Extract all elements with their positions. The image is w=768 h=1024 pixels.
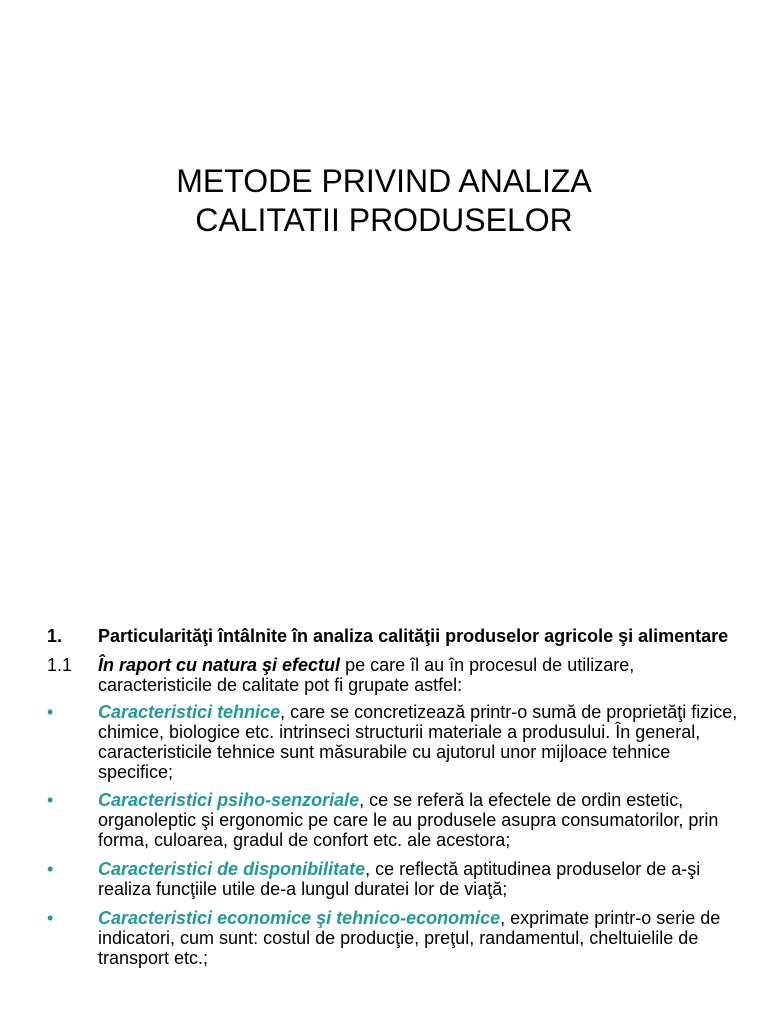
- bullet-text: , care se concretizează printr-o sumă de proprietăţi fizice, chimice, biologice etc. intrinseci structurii materiale a produsului. În general, caracteristicile tehnice sunt măsurabile cu ajutorul unor mijloace tehnice specifice;: [98, 702, 738, 782]
- subsection-paragraph: [0, 655, 768, 695]
- bullet-item: [0, 908, 768, 968]
- title-line-2: CALITATII PRODUSELOR: [195, 202, 573, 238]
- section-heading: [0, 626, 768, 646]
- title-line-1: METODE PRIVIND ANALIZA: [176, 163, 592, 199]
- bullet-item: [0, 790, 768, 850]
- subsection-text: pe care îl au în procesul de utilizare, caracteristicile de calitate pot fi grupate astfel:: [98, 655, 635, 695]
- slide-content: [0, 626, 768, 968]
- subsection-number: 1.1: [47, 655, 73, 675]
- section-heading-text: Particularităţi întâlnite în analiza calităţii produselor agricole şi alimentare: [98, 626, 729, 646]
- bullet-item: [0, 702, 768, 782]
- bullet-icon: •: [47, 790, 54, 810]
- bullet-text: , exprimate printr-o serie de indicatori, cum sunt: costul de producţie, preţul, randamentul, cheltuielile de transport etc.;: [98, 908, 721, 968]
- bullet-text: , ce reflectă aptitudinea produselor de a-şi realiza funcţiile utile de-a lungul duratei lor de viaţă;: [98, 859, 701, 899]
- bullet-term: Caracteristici economice şi tehnico-economice: [98, 908, 501, 928]
- bullet-term: Caracteristici tehnice: [98, 702, 281, 722]
- section-number: 1.: [47, 626, 63, 646]
- subsection-emphasis: În raport cu natura şi efectul: [98, 655, 341, 675]
- bullet-icon: •: [47, 702, 54, 722]
- bullet-item: [0, 859, 768, 899]
- bullet-icon: •: [47, 908, 54, 928]
- bullet-term: Caracteristici de disponibilitate: [98, 859, 366, 879]
- slide-title: [0, 162, 768, 240]
- bullet-term: Caracteristici psiho-senzoriale: [98, 790, 360, 810]
- bullet-text: , ce se referă la efectele de ordin estetic, organoleptic şi ergonomic pe care le au produsele asupra consumatorilor, prin forma, culoarea, gradul de confort etc. ale acestora;: [98, 790, 719, 850]
- bullet-icon: •: [47, 859, 54, 879]
